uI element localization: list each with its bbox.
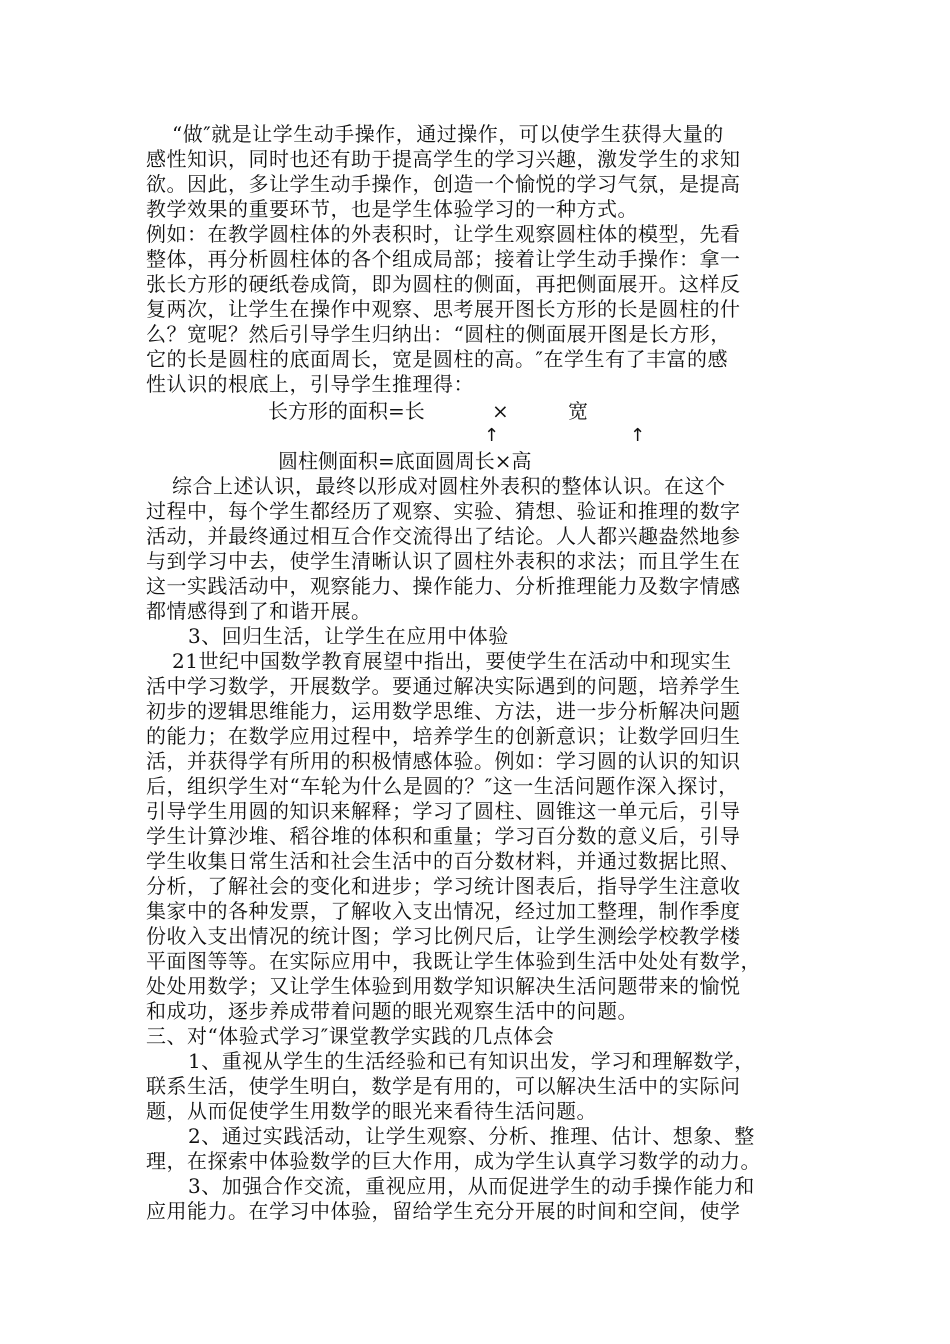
text-line: 初步的逻辑思维能力，运用数学思维、方法，进一步分析解决问题	[146, 699, 741, 723]
text-line: 21世纪中国数学教育展望中指出，要使学生在活动中和现实生	[172, 649, 732, 673]
text-line: 感性知识，同时也还有助于提高学生的学习兴趣，激发学生的求知	[146, 147, 741, 171]
up-arrow-icon: ↑	[630, 425, 646, 446]
text-line: 平面图等等。在实际应用中，我既让学生体验到生活中处处有数学，	[146, 949, 761, 973]
text-line: 和成功，逐步养成带着问题的眼光观察生活中的问题。	[146, 999, 638, 1023]
text-line: 活动，并最终通过相互合作交流得出了结论。人人都兴趣盎然地参	[146, 524, 741, 548]
text-line: 处处用数学；又让学生体验到用数学知识解决生活问题带来的愉悦	[146, 974, 741, 998]
text-line: 么？宽呢？然后引导学生归纳出：“圆柱的侧面展开图是长方形，	[146, 322, 731, 346]
formula-cylinder: 圆柱侧面积=底面圆周长×高	[278, 449, 532, 473]
section-heading: 三、对“体验式学习″课堂教学实践的几点体会	[146, 1024, 555, 1048]
formula-times: ×	[492, 399, 509, 423]
text-line: 这一实践活动中，观察能力、操作能力、分析推理能力及数字情感	[146, 574, 741, 598]
text-line: 欲。因此，多让学生动手操作，创造一个愉悦的学习气氛，是提高	[146, 172, 741, 196]
text-line: 张长方形的硬纸卷成筒，即为圆柱的侧面，再把侧面展开。这样反	[146, 272, 741, 296]
text-line: 引导学生用圆的知识来解释；学习了圆柱、圆锥这一单元后，引导	[146, 799, 741, 823]
text-line: 1、重视从学生的生活经验和已有知识出发，学习和理解数学，	[188, 1049, 755, 1073]
text-line: “做″就是让学生动手操作，通过操作，可以使学生获得大量的	[172, 122, 724, 146]
formula-rect-area: 长方形的面积=长	[268, 399, 425, 423]
text-line: 活，并获得学有所用的积极情感体验。例如：学习圆的认识的知识	[146, 749, 741, 773]
text-line: 题，从而促使学生用数学的眼光来看待生活问题。	[146, 1099, 597, 1123]
text-line: 都情感得到了和谐开展。	[146, 599, 372, 623]
text-line: 应用能力。在学习中体验，留给学生充分开展的时间和空间，使学	[146, 1199, 741, 1223]
text-line: 复两次，让学生在操作中观察、思考展开图长方形的长是圆柱的什	[146, 297, 741, 321]
text-line: 学生收集日常生活和社会生活中的百分数材料，并通过数据比照、	[146, 849, 741, 873]
text-line: 2、通过实践活动，让学生观察、分析、推理、估计、想象、整	[188, 1124, 755, 1148]
text-line: 学生计算沙堆、稻谷堆的体积和重量；学习百分数的意义后，引导	[146, 824, 741, 848]
section-heading: 3、回归生活，让学生在应用中体验	[188, 624, 509, 648]
text-line: 例如：在教学圆柱体的外表积时，让学生观察圆柱体的模型，先看	[146, 222, 741, 246]
text-line: 的能力；在数学应用过程中，培养学生的创新意识；让数学回归生	[146, 724, 741, 748]
text-line: 活中学习数学，开展数学。要通过解决实际遇到的问题，培养学生	[146, 674, 741, 698]
text-line: 它的长是圆柱的底面周长，宽是圆柱的高。″在学生有了丰富的感	[146, 347, 728, 371]
text-line: 3、加强合作交流，重视应用，从而促进学生的动手操作能力和	[188, 1174, 755, 1198]
formula-width: 宽	[568, 399, 588, 423]
text-line: 分析，了解社会的变化和进步；学习统计图表后，指导学生注意收	[146, 874, 741, 898]
text-line: 理，在探索中体验数学的巨大作用，成为学生认真学习数学的动力。	[146, 1149, 761, 1173]
text-line: 联系生活，使学生明白，数学是有用的，可以解决生活中的实际问	[146, 1074, 741, 1098]
text-line: 集家中的各种发票，了解收入支出情况，经过加工整理，制作季度	[146, 899, 741, 923]
text-line: 综合上述认识，最终以形成对圆柱外表积的整体认识。在这个	[172, 474, 726, 498]
up-arrow-icon: ↑	[484, 425, 500, 446]
text-line: 整体，再分析圆柱体的各个组成局部；接着让学生动手操作：拿一	[146, 247, 741, 271]
text-line: 过程中，每个学生都经历了观察、实验、猜想、验证和推理的数字	[146, 499, 741, 523]
text-line: 份收入支出情况的统计图；学习比例尺后，让学生测绘学校教学楼	[146, 924, 741, 948]
text-line: 与到学习中去，使学生清晰认识了圆柱外表积的求法；而且学生在	[146, 549, 741, 573]
text-line: 性认识的根底上，引导学生推理得：	[146, 372, 474, 396]
text-line: 教学效果的重要环节，也是学生体验学习的一种方式。	[146, 197, 638, 221]
text-line: 后，组织学生对“车轮为什么是圆的？″这一生活问题作深入探讨，	[146, 774, 739, 798]
